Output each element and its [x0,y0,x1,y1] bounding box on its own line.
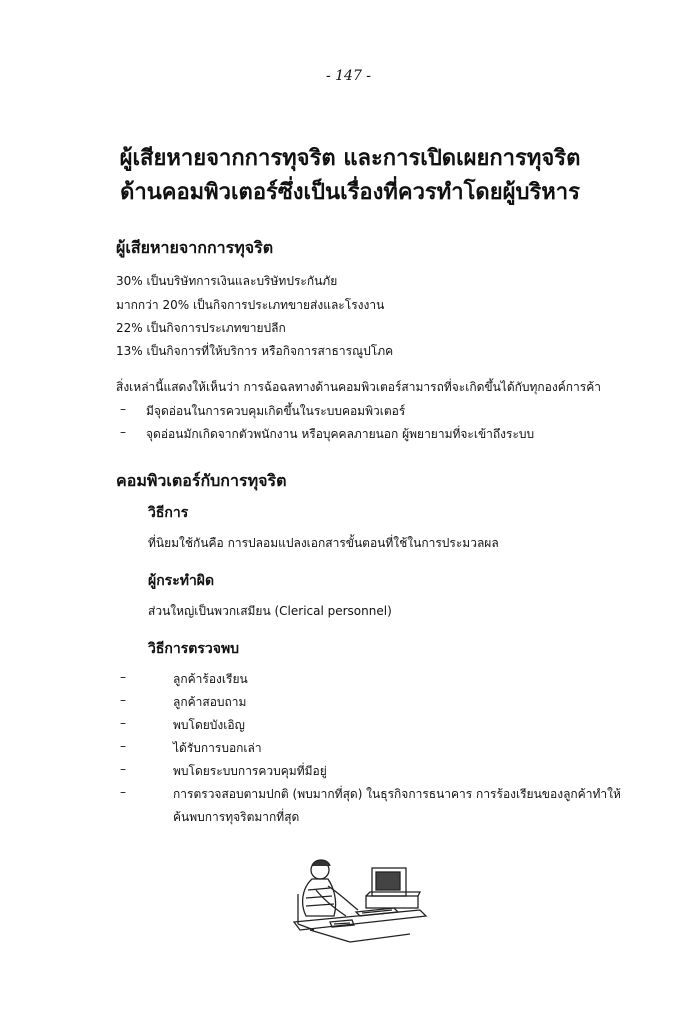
person-at-computer-icon [290,850,430,949]
title-line-2: ด้านคอมพิวเตอร์ซึ่งเป็นเรื่องที่ควรทำโดยผู้บริหาร [120,180,580,205]
intro-text: สิ่งเหล่านี้แสดงให้เห็นว่า การฉ้อฉลทางด้านคอมพิวเตอร์สามารถที่จะเกิดขึ้นได้กับทุกองค์การค้า [116,380,601,394]
perpetrator-text: ส่วนใหญ่เป็นพวกเสมียน (Clerical personnel) [148,604,392,618]
dash-bullet: – [120,402,126,416]
dash-bullet: – [120,762,126,776]
stat-line: 13% เป็นกิจการที่ให้บริการ หรือกิจการสาธารณูปโภค [116,344,394,358]
detection-item: ลูกค้าร้องเรียน [173,672,248,686]
dash-bullet: – [120,739,126,753]
subheading-method: วิธีการ [148,505,189,521]
dash-bullet: – [120,425,126,439]
section-heading-computer-fraud: คอมพิวเตอร์กับการทุจริต [116,471,287,490]
dash-bullet: – [120,670,126,684]
detection-item-continuation: ค้นพบการทุจริตมากที่สุด [173,810,300,824]
detection-item: พบโดยบังเอิญ [173,718,245,732]
page-number: - 147 - [325,68,372,84]
detection-item: การตรวจสอบตามปกติ (พบมากที่สุด) ในธุรกิจการธนาคาร การร้องเรียนของลูกค้าทำให้ [173,787,621,801]
subheading-detection: วิธีการตรวจพบ [148,641,240,657]
subheading-perpetrator: ผู้กระทำผิด [148,573,215,589]
detection-item: ได้รับการบอกเล่า [173,741,262,755]
dash-bullet: – [120,785,126,799]
dash-bullet: – [120,693,126,707]
bullet-text: มีจุดอ่อนในการควบคุมเกิดขึ้นในระบบคอมพิวเตอร์ [146,404,406,418]
stat-line: มากกว่า 20% เป็นกิจการประเภทขายส่งและโรงงาน [116,298,385,312]
bullet-text: จุดอ่อนมักเกิดจากตัวพนักงาน หรือบุคคลภายนอก ผู้พยายามที่จะเข้าถึงระบบ [146,427,535,441]
detection-item: พบโดยระบบการควบคุมที่มีอยู่ [173,764,327,778]
detection-item: ลูกค้าสอบถาม [173,695,247,709]
stat-line: 30% เป็นบริษัทการเงินและบริษัทประกันภัย [116,274,338,288]
stat-line: 22% เป็นกิจการประเภทขายปลีก [116,321,286,335]
title-line-1: ผู้เสียหายจากการทุจริต และการเปิดเผยการทุจริต [119,146,581,171]
dash-bullet: – [120,716,126,730]
method-text: ที่นิยมใช้กันคือ การปลอมแปลงเอกสารขั้นตอนที่ใช้ในการประมวลผล [148,536,499,550]
section-heading-victims: ผู้เสียหายจากการทุจริต [116,238,274,257]
